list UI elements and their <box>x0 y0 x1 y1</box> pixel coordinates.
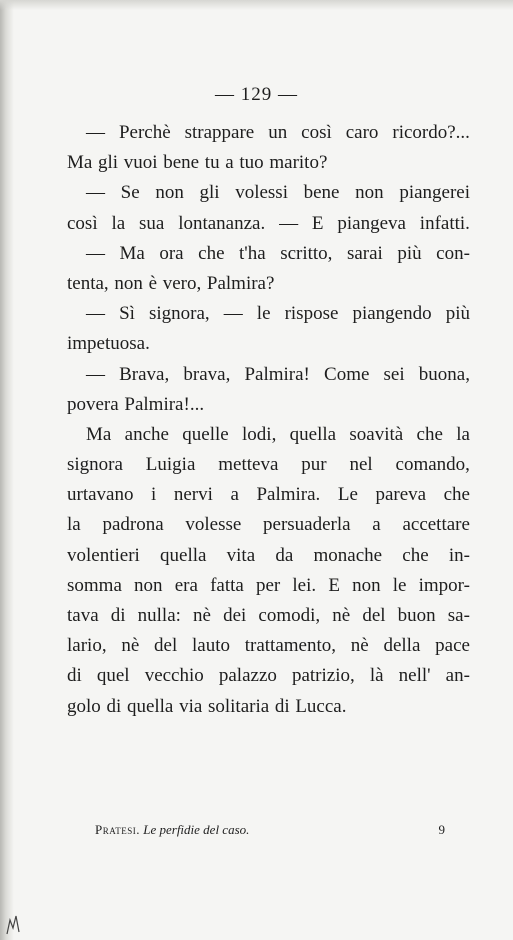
word: volentieri <box>67 544 140 566</box>
word: a <box>372 514 381 536</box>
word: monache <box>313 544 383 566</box>
word: — <box>86 182 105 204</box>
word: volessi <box>235 182 288 204</box>
word: la <box>67 514 81 536</box>
word: comando, <box>395 454 470 476</box>
word: Lucca. <box>295 695 347 717</box>
word: quella <box>289 423 337 445</box>
word: pace <box>435 635 470 657</box>
word: — <box>223 303 243 325</box>
text-line <box>67 631 470 661</box>
word: di <box>67 665 82 687</box>
word: che <box>416 423 443 445</box>
word: piangeva <box>337 212 406 234</box>
word: Ma <box>119 242 145 264</box>
word: gli <box>199 182 220 204</box>
word: ora <box>159 242 184 264</box>
word: signora <box>67 454 123 476</box>
word: Se <box>120 182 140 204</box>
word: con- <box>436 242 470 264</box>
word: buona, <box>418 363 470 385</box>
word: bene <box>163 152 200 174</box>
word: urtavano <box>67 484 134 506</box>
word: le <box>392 574 407 596</box>
word: padrona <box>102 514 164 536</box>
word: Palmira!... <box>124 393 205 415</box>
word: fatta <box>210 574 244 596</box>
word: vecchio <box>144 665 204 687</box>
word: sei <box>383 363 405 385</box>
word: che <box>402 544 429 566</box>
word: strappare <box>184 122 255 143</box>
word: è <box>148 272 157 294</box>
word: del <box>154 635 178 657</box>
page-number: — 129 — <box>215 84 298 105</box>
word: bene <box>303 182 340 204</box>
text-line <box>67 661 470 691</box>
text-line <box>67 541 470 571</box>
word: — <box>86 363 105 385</box>
word: Palmira! <box>244 363 310 385</box>
word: a <box>225 152 234 174</box>
word: E <box>328 574 340 596</box>
word: di <box>274 695 290 717</box>
word: solitaria <box>207 695 270 717</box>
word: nè <box>121 635 140 657</box>
word: — <box>86 122 105 143</box>
word: signora, <box>148 303 210 325</box>
word: metteva <box>218 454 279 476</box>
word: sa- <box>447 605 470 626</box>
word: non <box>352 574 381 596</box>
word: un <box>268 122 288 143</box>
text-line <box>67 178 470 208</box>
word: t'ha <box>239 242 266 264</box>
text-line <box>67 329 470 359</box>
word: nè <box>350 635 369 657</box>
text-line <box>67 148 470 178</box>
word: da <box>275 544 294 566</box>
word: Palmira. <box>256 484 321 506</box>
word: Sì <box>119 303 135 325</box>
word: tenta, <box>67 272 109 294</box>
text-line <box>67 480 470 510</box>
word: marito? <box>269 152 328 174</box>
word: caro <box>345 122 379 143</box>
text-line <box>67 420 470 450</box>
word: la <box>456 423 470 445</box>
footer-signature-number: 9 <box>438 822 445 837</box>
word: non <box>114 272 143 294</box>
word: Palmira? <box>206 272 275 294</box>
word: comodi, <box>258 605 321 626</box>
word: soavità <box>349 423 404 445</box>
word: somma <box>67 574 122 596</box>
word: nulla: <box>137 605 181 626</box>
word: non <box>155 182 184 204</box>
word: infatti. <box>419 212 470 234</box>
word: lauto <box>191 635 230 657</box>
word: per <box>255 574 281 596</box>
word: Luigia <box>145 454 196 476</box>
word: gli <box>98 152 119 174</box>
word: patrizio, <box>291 665 355 687</box>
word: di <box>106 695 122 717</box>
text-body <box>67 118 470 722</box>
word: via <box>179 695 203 717</box>
word: le <box>256 303 271 325</box>
word: accettare <box>402 514 470 536</box>
word: la <box>111 212 126 234</box>
word: lei. <box>292 574 317 596</box>
page-edge-shadow <box>0 0 14 940</box>
word: quella <box>126 695 174 717</box>
word: di <box>110 605 126 626</box>
footer-book-reference <box>95 822 249 838</box>
word: volesse <box>185 514 242 536</box>
word: che <box>443 484 470 506</box>
text-line <box>67 209 470 239</box>
word: più <box>445 303 470 325</box>
word: del <box>362 605 386 626</box>
word: nè <box>332 605 351 626</box>
word: così <box>301 122 332 143</box>
word: a <box>230 484 239 506</box>
word: nel <box>349 454 373 476</box>
text-line <box>67 601 470 631</box>
word: — <box>86 303 105 325</box>
word: buon <box>397 605 436 626</box>
word: lontananza. <box>178 212 266 234</box>
word: nè <box>193 605 211 626</box>
word: della <box>383 635 421 657</box>
word: vita <box>226 544 256 566</box>
word: nell' <box>398 665 431 687</box>
word: Ma <box>67 152 93 174</box>
word: piangendo <box>352 303 432 325</box>
word: vero, <box>162 272 202 294</box>
word: lario, <box>67 635 107 657</box>
word: an- <box>445 665 470 687</box>
page-footer <box>95 822 445 838</box>
text-line <box>67 571 470 601</box>
word: Ma <box>86 423 112 445</box>
word: non <box>355 182 384 204</box>
text-line <box>67 390 470 420</box>
word: Come <box>324 363 370 385</box>
text-line <box>67 360 470 390</box>
word: anche <box>124 423 169 445</box>
word: così <box>67 212 98 234</box>
page-top-shadow <box>0 0 513 10</box>
word: persuaderla <box>263 514 351 536</box>
footer-author: Pratesi. <box>95 822 140 837</box>
text-line <box>67 299 470 329</box>
word: i <box>151 484 157 506</box>
word: rispose <box>284 303 339 325</box>
word: pur <box>301 454 327 476</box>
word: quella <box>160 544 207 566</box>
word: dei <box>223 605 247 626</box>
word: tuo <box>239 152 264 174</box>
word: E <box>311 212 324 234</box>
word: in- <box>448 544 470 566</box>
word: non <box>134 574 163 596</box>
word: trattamento, <box>244 635 337 657</box>
word: impor- <box>418 574 470 596</box>
word: golo <box>67 695 101 717</box>
word: — <box>279 212 299 234</box>
word: vuoi <box>123 152 158 174</box>
word: impetuosa. <box>67 333 150 355</box>
text-line <box>67 118 470 148</box>
word: palazzo <box>218 665 277 687</box>
footer-title: Le perfidie del caso. <box>143 822 250 837</box>
word: quel <box>96 665 130 687</box>
word: che <box>198 242 225 264</box>
text-line <box>67 692 470 722</box>
word: sarai <box>346 242 383 264</box>
corner-ink-mark <box>4 906 24 936</box>
word: più <box>397 242 422 264</box>
text-line <box>67 450 470 480</box>
word: tava <box>67 605 99 626</box>
word: sua <box>139 212 165 234</box>
word: pareva <box>375 484 427 506</box>
word: brava, <box>183 363 231 385</box>
word: — <box>86 242 105 264</box>
word: nervi <box>173 484 213 506</box>
word: Le <box>337 484 358 506</box>
word: Brava, <box>119 363 170 385</box>
text-line <box>67 239 470 269</box>
word: Perchè <box>118 122 171 143</box>
word: povera <box>67 393 119 415</box>
word: quelle <box>182 423 229 445</box>
text-line <box>67 269 470 299</box>
word: era <box>174 574 198 596</box>
word: piangerei <box>399 182 470 204</box>
text-line <box>67 510 470 540</box>
word: scritto, <box>280 242 333 264</box>
word: lodi, <box>242 423 277 445</box>
word: là <box>369 665 384 687</box>
word: tu <box>204 152 220 174</box>
word: ricordo?... <box>392 122 470 143</box>
